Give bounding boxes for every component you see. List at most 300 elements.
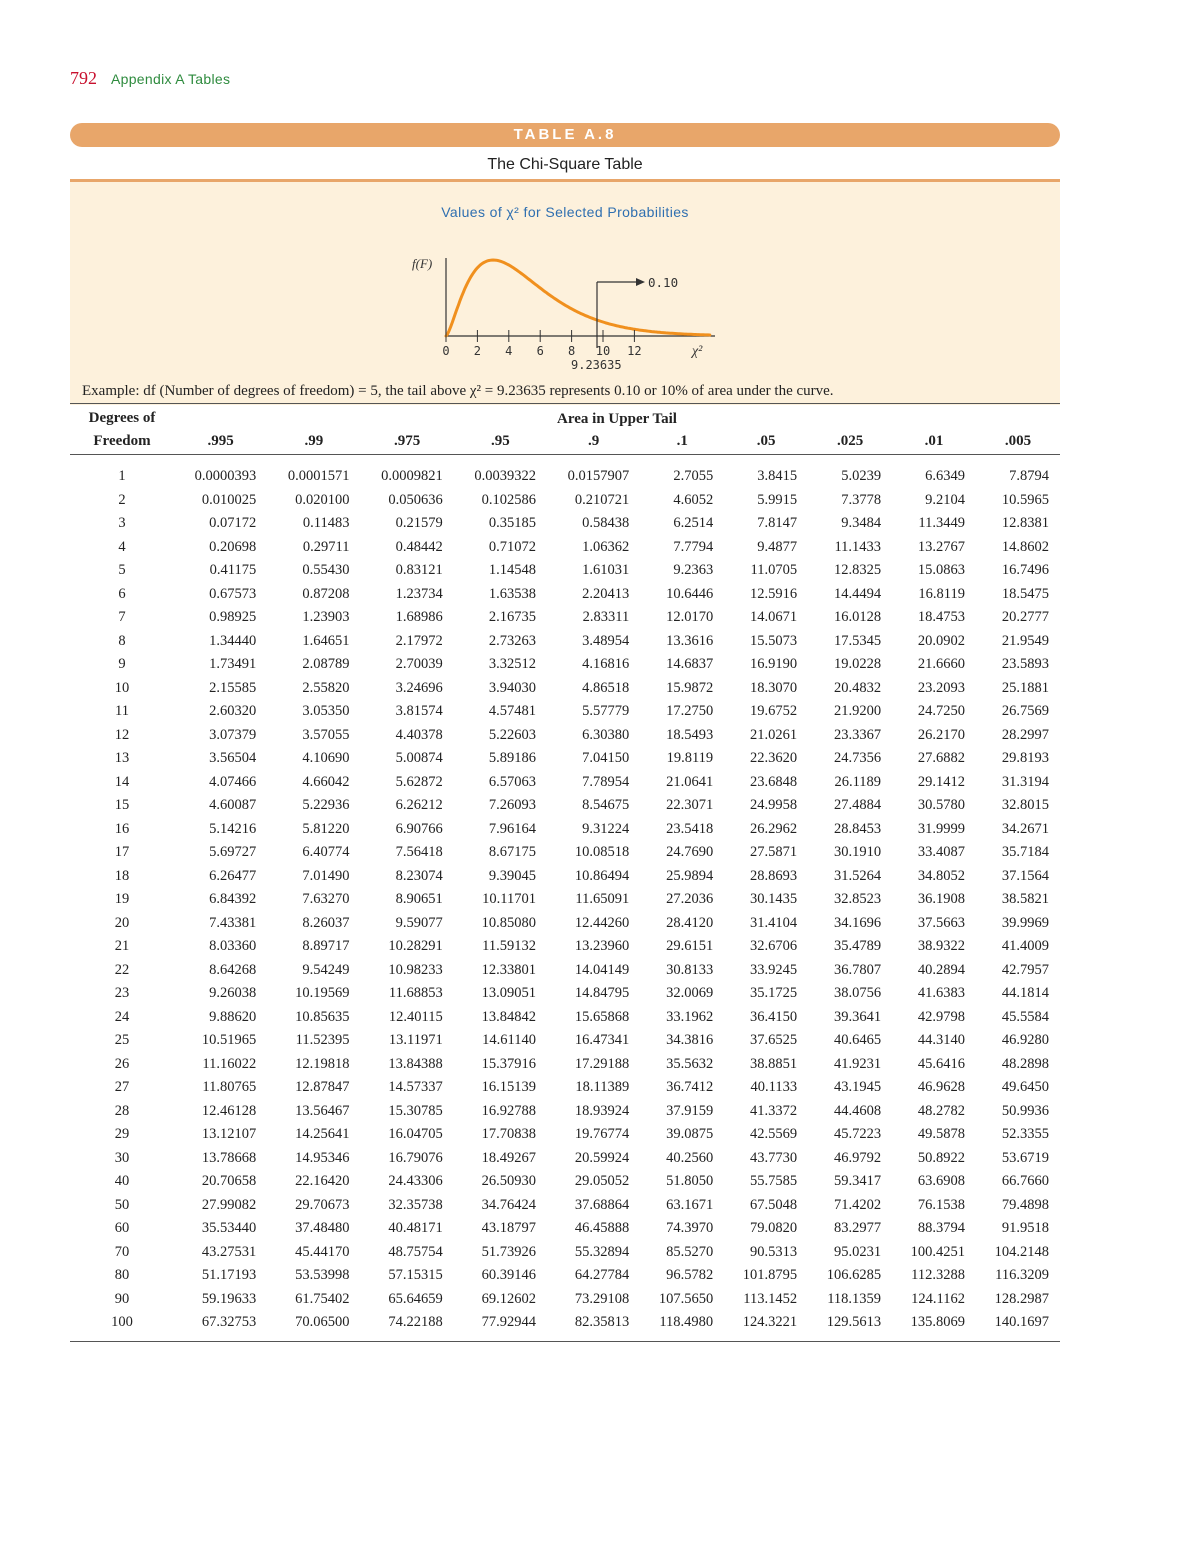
value-cell: 11.0705: [750, 562, 798, 579]
value-cell: 0.35185: [488, 515, 536, 532]
table-row: [70, 536, 1060, 560]
value-cell: 10.51965: [201, 1032, 257, 1049]
page-number: 792: [70, 68, 97, 88]
value-cell: 0.71072: [488, 538, 536, 555]
value-cell: 2.60320: [209, 703, 257, 720]
value-cell: 32.8015: [1001, 797, 1049, 814]
value-cell: 14.84795: [574, 985, 630, 1002]
df-cell: 20: [114, 914, 130, 931]
column-header: .01: [892, 428, 976, 455]
value-cell: 3.57055: [302, 726, 350, 743]
value-cell: 12.8325: [833, 562, 882, 579]
value-cell: 10.11701: [482, 891, 536, 908]
value-cell: 45.7223: [833, 1126, 882, 1143]
value-cell: 2.83311: [582, 609, 630, 626]
x-tick-label: 4: [505, 344, 513, 358]
area-upper-tail-header: Area in Upper Tail: [174, 404, 1060, 429]
value-cell: 45.5584: [1001, 1008, 1049, 1025]
value-cell: 30.1435: [750, 891, 798, 908]
value-cell: 2.17972: [395, 632, 443, 649]
value-cell: 6.26212: [395, 797, 443, 814]
value-cell: 42.9798: [917, 1008, 965, 1025]
value-cell: 63.6908: [917, 1173, 965, 1190]
value-cell: 0.010025: [201, 491, 257, 508]
df-cell: 21: [114, 938, 130, 955]
df-cell: 60: [114, 1220, 130, 1237]
value-cell: 37.68864: [574, 1196, 630, 1213]
value-cell: 38.5821: [1001, 891, 1049, 908]
table-row: [70, 1288, 1060, 1312]
value-cell: 90.5313: [750, 1243, 798, 1260]
value-cell: 23.5893: [1001, 656, 1049, 673]
value-cell: 23.3367: [833, 726, 882, 743]
value-cell: 14.61140: [482, 1032, 536, 1049]
value-cell: 9.2104: [925, 491, 965, 508]
value-cell: 46.9280: [1001, 1032, 1049, 1049]
value-cell: 11.16022: [202, 1055, 257, 1072]
value-cell: 77.92944: [454, 1311, 547, 1341]
value-cell: 10.28291: [388, 938, 443, 955]
table-row: [70, 1123, 1060, 1147]
value-cell: 10.86494: [574, 867, 630, 884]
value-cell: 26.1189: [834, 773, 882, 790]
value-cell: 5.22603: [488, 726, 536, 743]
value-cell: 14.6837: [666, 656, 714, 673]
value-cell: 46.9628: [917, 1079, 965, 1096]
value-cell: 32.6706: [750, 938, 798, 955]
value-cell: 11.68853: [388, 985, 443, 1002]
value-cell: 4.40378: [395, 726, 443, 743]
df-cell: 9: [118, 656, 126, 673]
table-row: [70, 1264, 1060, 1288]
value-cell: 9.26038: [209, 985, 257, 1002]
df-cell: 22: [114, 961, 130, 978]
value-cell: 7.56418: [395, 844, 443, 861]
value-cell: 53.6719: [1001, 1149, 1049, 1166]
df-cell: 3: [118, 515, 126, 532]
value-cell: 40.2894: [917, 961, 965, 978]
value-cell: 22.16420: [295, 1173, 350, 1190]
value-cell: 12.19818: [295, 1055, 350, 1072]
value-cell: 26.2962: [750, 820, 798, 837]
page-header: [70, 68, 230, 89]
value-cell: 6.90766: [395, 820, 443, 837]
value-cell: 15.30785: [388, 1102, 443, 1119]
value-cell: 28.8453: [833, 820, 882, 837]
value-cell: 26.7569: [1001, 703, 1049, 720]
value-cell: 55.32894: [574, 1243, 630, 1260]
value-cell: 9.4877: [757, 538, 798, 555]
value-cell: 73.29108: [574, 1290, 630, 1307]
value-cell: 16.15139: [481, 1079, 536, 1096]
x-axis-label: χ²: [692, 344, 703, 359]
value-cell: 13.23960: [574, 938, 630, 955]
value-cell: 19.76774: [574, 1126, 630, 1143]
value-cell: 17.29188: [574, 1055, 630, 1072]
value-cell: 29.05052: [574, 1173, 630, 1190]
df-header-line-1: Degrees of: [70, 404, 174, 429]
table-body: [70, 455, 1060, 1342]
value-cell: 39.3641: [833, 1008, 882, 1025]
value-cell: 8.64268: [209, 961, 257, 978]
value-cell: 32.8523: [833, 891, 882, 908]
value-cell: 70.06500: [267, 1311, 360, 1341]
value-cell: 31.3194: [1001, 773, 1049, 790]
df-header-line-2: Freedom: [70, 428, 174, 455]
density-curve: [446, 260, 710, 336]
x-tick-label: 8: [567, 344, 576, 358]
value-cell: 5.14216: [209, 820, 257, 837]
value-cell: 43.18797: [481, 1220, 536, 1237]
value-cell: 66.7660: [1001, 1173, 1049, 1190]
value-cell: 16.9190: [750, 656, 798, 673]
table-row: [70, 1100, 1060, 1124]
value-cell: 8.23074: [395, 867, 443, 884]
table-row: [70, 1006, 1060, 1030]
value-cell: 0.210721: [574, 491, 630, 508]
value-cell: 20.0902: [917, 632, 965, 649]
table-row: [70, 583, 1060, 607]
value-cell: 101.8795: [742, 1267, 798, 1284]
value-cell: 112.3288: [911, 1267, 965, 1284]
header-row-2: [70, 428, 1060, 455]
value-cell: 36.7412: [666, 1079, 714, 1096]
value-cell: 39.0875: [666, 1126, 714, 1143]
value-cell: 16.47341: [574, 1032, 630, 1049]
value-cell: 1.23903: [302, 609, 350, 626]
value-cell: 74.22188: [361, 1311, 454, 1341]
value-cell: 13.2767: [917, 538, 965, 555]
value-cell: 63.1671: [666, 1196, 714, 1213]
value-cell: 24.7250: [917, 703, 965, 720]
df-cell: 7: [118, 609, 126, 626]
value-cell: 31.5264: [833, 867, 882, 884]
table-row: [70, 747, 1060, 771]
value-cell: 118.1359: [827, 1290, 882, 1307]
value-cell: 13.12107: [201, 1126, 257, 1143]
value-cell: 27.4884: [833, 797, 882, 814]
value-cell: 12.40115: [388, 1008, 443, 1025]
value-cell: 29.70673: [295, 1196, 350, 1213]
value-cell: 6.30380: [582, 726, 630, 743]
value-cell: 118.4980: [640, 1311, 724, 1341]
value-cell: 2.16735: [488, 609, 536, 626]
value-cell: 15.9872: [666, 679, 714, 696]
value-cell: 12.0170: [666, 609, 714, 626]
df-cell: 70: [114, 1243, 130, 1260]
value-cell: 5.89186: [488, 750, 536, 767]
value-cell: 41.9231: [833, 1055, 882, 1072]
value-cell: 14.25641: [295, 1126, 350, 1143]
df-cell: 19: [114, 891, 130, 908]
value-cell: 19.6752: [750, 703, 798, 720]
value-cell: 21.6660: [917, 656, 965, 673]
value-cell: 1.68986: [395, 609, 443, 626]
value-cell: 30.1910: [833, 844, 882, 861]
value-cell: 41.6383: [917, 985, 965, 1002]
value-cell: 41.4009: [1001, 938, 1049, 955]
value-cell: 2.15585: [209, 679, 257, 696]
value-cell: 107.5650: [658, 1290, 714, 1307]
value-cell: 48.75754: [388, 1243, 443, 1260]
value-cell: 12.5916: [750, 585, 798, 602]
value-cell: 7.43381: [209, 914, 257, 931]
value-cell: 5.9915: [757, 491, 798, 508]
value-cell: 0.98925: [209, 609, 257, 626]
value-cell: 4.57481: [488, 703, 536, 720]
value-cell: 15.5073: [750, 632, 798, 649]
value-cell: 0.58438: [582, 515, 630, 532]
value-cell: 31.9999: [917, 820, 965, 837]
value-cell: 0.0039322: [474, 468, 536, 485]
value-cell: 79.0820: [750, 1220, 798, 1237]
value-cell: 50.8922: [917, 1149, 965, 1166]
value-cell: 2.73263: [488, 632, 536, 649]
value-cell: 35.4789: [833, 938, 882, 955]
value-cell: 3.8415: [757, 468, 798, 485]
value-cell: 13.78668: [201, 1149, 257, 1166]
value-cell: 2.7055: [673, 468, 714, 485]
df-cell: 15: [114, 797, 130, 814]
value-cell: 0.11483: [302, 515, 350, 532]
value-cell: 59.19633: [201, 1290, 257, 1307]
value-cell: 21.9549: [1001, 632, 1049, 649]
value-cell: 18.93924: [574, 1102, 630, 1119]
tail-arrow-head: [636, 278, 645, 286]
value-cell: 6.57063: [488, 773, 536, 790]
value-cell: 18.11389: [575, 1079, 630, 1096]
value-cell: 9.31224: [582, 820, 630, 837]
value-cell: 91.9518: [1001, 1220, 1049, 1237]
value-cell: 1.23734: [395, 585, 443, 602]
value-cell: 26.50930: [481, 1173, 536, 1190]
value-cell: 74.3970: [666, 1220, 714, 1237]
value-cell: 13.84388: [388, 1055, 443, 1072]
df-cell: 14: [114, 773, 130, 790]
value-cell: 0.020100: [295, 491, 350, 508]
value-cell: 57.15315: [388, 1267, 443, 1284]
value-cell: 11.3449: [918, 515, 965, 532]
value-cell: 0.20698: [209, 538, 257, 555]
value-cell: 37.1564: [1001, 867, 1049, 884]
value-cell: 5.00874: [395, 750, 443, 767]
value-cell: 12.33801: [481, 961, 536, 978]
value-cell: 36.7807: [833, 961, 882, 978]
value-cell: 16.79076: [388, 1149, 443, 1166]
value-cell: 16.04705: [388, 1126, 443, 1143]
value-cell: 0.29711: [302, 538, 350, 555]
value-cell: 18.3070: [750, 679, 798, 696]
value-cell: 45.44170: [295, 1243, 350, 1260]
value-cell: 3.81574: [395, 703, 443, 720]
df-cell: 28: [114, 1102, 130, 1119]
df-cell: 17: [114, 844, 130, 861]
column-header: .995: [174, 428, 267, 455]
value-cell: 12.87847: [295, 1079, 350, 1096]
value-cell: 4.10690: [302, 750, 350, 767]
value-cell: 3.24696: [395, 679, 443, 696]
value-cell: 5.62872: [395, 773, 443, 790]
table-row: [70, 888, 1060, 912]
value-cell: 28.8693: [750, 867, 798, 884]
x-tick-label: 6: [536, 344, 544, 358]
df-cell: 29: [114, 1126, 130, 1143]
value-cell: 106.6285: [826, 1267, 882, 1284]
value-cell: 128.2987: [994, 1290, 1049, 1307]
table-row: [70, 1029, 1060, 1053]
column-header: .05: [724, 428, 808, 455]
value-cell: 29.6151: [666, 938, 714, 955]
value-cell: 0.0157907: [567, 468, 630, 485]
value-cell: 24.43306: [388, 1173, 443, 1190]
value-cell: 52.3355: [1001, 1126, 1049, 1143]
value-cell: 67.5048: [750, 1196, 798, 1213]
chi-square-table: [70, 403, 1060, 1342]
df-cell: 80: [114, 1267, 130, 1284]
table-row: [70, 1053, 1060, 1077]
value-cell: 7.3778: [841, 491, 882, 508]
df-cell: 50: [114, 1196, 130, 1213]
value-cell: 11.1433: [834, 538, 882, 555]
df-cell: 100: [70, 1311, 174, 1341]
value-cell: 14.4494: [833, 585, 882, 602]
value-cell: 37.6525: [750, 1032, 798, 1049]
table-row: [70, 1147, 1060, 1171]
value-cell: 140.1697: [976, 1311, 1060, 1341]
value-cell: 23.5418: [666, 820, 714, 837]
value-cell: 20.70658: [201, 1173, 257, 1190]
value-cell: 44.1814: [1001, 985, 1049, 1002]
value-cell: 55.7585: [750, 1173, 798, 1190]
table-row: [70, 1170, 1060, 1194]
value-cell: 10.85635: [295, 1008, 350, 1025]
value-cell: 0.67573: [209, 585, 257, 602]
table-row: [70, 700, 1060, 724]
value-cell: 34.2671: [1001, 820, 1049, 837]
value-cell: 19.8119: [666, 750, 714, 767]
df-cell: 26: [114, 1055, 130, 1072]
value-cell: 21.0261: [750, 726, 798, 743]
value-cell: 13.84842: [481, 1008, 536, 1025]
value-cell: 44.4608: [833, 1102, 882, 1119]
value-cell: 16.7496: [1001, 562, 1049, 579]
value-cell: 5.0239: [841, 468, 882, 485]
value-cell: 1.14548: [488, 562, 536, 579]
value-cell: 50.9936: [1001, 1102, 1049, 1119]
value-cell: 8.89717: [302, 938, 350, 955]
value-cell: 0.87208: [302, 585, 350, 602]
value-cell: 71.4202: [833, 1196, 882, 1213]
x-axis-ticks: [442, 330, 641, 358]
value-cell: 53.53998: [295, 1267, 350, 1284]
table-row: [70, 865, 1060, 889]
value-cell: 15.65868: [574, 1008, 630, 1025]
table-row: [70, 935, 1060, 959]
value-cell: 4.6052: [673, 491, 714, 508]
value-cell: 124.3221: [724, 1311, 808, 1341]
chi-square-curve-figure: [412, 252, 800, 377]
value-cell: 61.75402: [295, 1290, 350, 1307]
value-cell: 29.8193: [1001, 750, 1049, 767]
df-cell: 24: [114, 1008, 130, 1025]
value-cell: 48.2898: [1001, 1055, 1049, 1072]
value-cell: 6.26477: [209, 867, 257, 884]
value-cell: 36.1908: [917, 891, 965, 908]
value-cell: 116.3209: [995, 1267, 1049, 1284]
value-cell: 1.63538: [488, 585, 536, 602]
value-cell: 124.1162: [911, 1290, 965, 1307]
value-cell: 4.86518: [582, 679, 630, 696]
column-header: .025: [808, 428, 892, 455]
value-cell: 25.9894: [666, 867, 714, 884]
value-cell: 16.8119: [918, 585, 965, 602]
value-cell: 7.78954: [582, 773, 630, 790]
value-cell: 14.57337: [388, 1079, 443, 1096]
value-cell: 32.35738: [388, 1196, 443, 1213]
df-cell: 13: [114, 750, 130, 767]
value-cell: 4.66042: [302, 773, 350, 790]
value-cell: 40.48171: [388, 1220, 443, 1237]
value-cell: 18.5493: [666, 726, 714, 743]
value-cell: 17.2750: [666, 703, 714, 720]
value-cell: 96.5782: [666, 1267, 714, 1284]
value-cell: 83.2977: [833, 1220, 882, 1237]
value-cell: 3.32512: [488, 656, 536, 673]
value-cell: 9.88620: [209, 1008, 257, 1025]
table-row: [70, 1217, 1060, 1241]
value-cell: 0.83121: [395, 562, 443, 579]
value-cell: 7.8147: [757, 515, 798, 532]
value-cell: 45.6416: [917, 1055, 965, 1072]
value-cell: 8.67175: [488, 844, 536, 861]
value-cell: 30.5780: [917, 797, 965, 814]
section-title: Appendix A Tables: [111, 71, 231, 87]
value-cell: 0.0009821: [381, 468, 443, 485]
value-cell: 20.4832: [833, 679, 882, 696]
table-row: [70, 606, 1060, 630]
value-cell: 10.08518: [574, 844, 630, 861]
value-cell: 9.59077: [395, 914, 443, 931]
value-cell: 104.2148: [994, 1243, 1049, 1260]
table-row: [70, 912, 1060, 936]
value-cell: 5.69727: [209, 844, 257, 861]
value-cell: 51.8050: [666, 1173, 714, 1190]
value-cell: 7.7794: [673, 538, 714, 555]
value-cell: 13.56467: [295, 1102, 350, 1119]
value-cell: 76.1538: [917, 1196, 965, 1213]
value-cell: 24.7356: [833, 750, 882, 767]
value-cell: 27.6882: [917, 750, 965, 767]
df-cell: 30: [114, 1149, 130, 1166]
value-cell: 6.6349: [925, 468, 965, 485]
header-row-1: [70, 404, 1060, 429]
value-cell: 6.2514: [673, 515, 714, 532]
value-cell: 64.27784: [574, 1267, 630, 1284]
value-cell: 2.08789: [302, 656, 350, 673]
value-cell: 95.0231: [833, 1243, 882, 1260]
value-cell: 0.102586: [481, 491, 536, 508]
value-cell: 88.3794: [917, 1220, 965, 1237]
value-cell: 25.1881: [1001, 679, 1049, 696]
value-cell: 34.1696: [833, 914, 882, 931]
df-cell: 40: [114, 1173, 130, 1190]
value-cell: 0.21579: [395, 515, 443, 532]
value-cell: 34.3816: [666, 1032, 714, 1049]
value-cell: 40.6465: [833, 1032, 882, 1049]
value-cell: 17.70838: [481, 1126, 536, 1143]
value-cell: 37.9159: [666, 1102, 714, 1119]
value-cell: 11.65091: [575, 891, 630, 908]
